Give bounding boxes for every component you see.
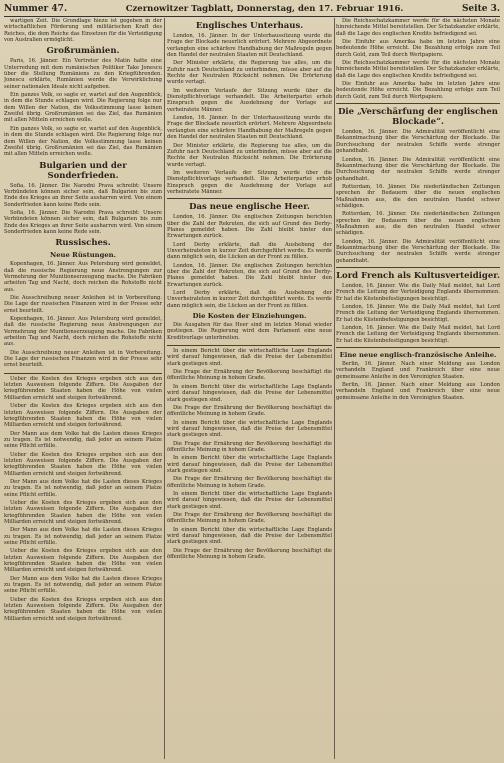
article-heading: Russisches. [55,238,111,249]
article-subheading: Die Kosten der Einziehungen. [192,312,307,321]
article-text: Der Mann aus dem Volke hat die Lasten dieses Krieges zu tragen. Es ist notwendig, daß jeder an seinem Platze seine Pflicht erfülle. [4,478,162,498]
article-text: In einem Bericht über die wirtschaftliche Lage Englands wird darauf hingewiesen, daß die Preise der Lebensmittel stark gestiegen sind. [167,348,332,367]
lower-section [167,345,332,560]
article-text: Die Einfuhr aus Amerika habe im letzten Jahre eine bedeutende Höhe erreicht. Die Bezahlung erfolge zum Teil durch Gold, zum Teil durch Wertpapiere. [336,39,500,58]
article-text: Ueber die Kosten des Krieges ergeben sich aus den letzten Ausweisen folgende Ziffern. Die Ausgaben der kriegführenden Staaten haben die Höhe von vielen Milliarden erreicht und steigen fortwährend. [4,596,162,622]
masthead [4,2,500,17]
article-text: Im weiteren Verlaufe der Sitzung wurde über die Dienstpflichtvorlage verhandelt. Die Arbeiterpartei erhob Einspruch gegen die Ausdehnung der Vorlage auf verheiratete Männer. [167,169,332,195]
section-divider [167,198,332,199]
lower-section [4,373,162,622]
column-1 [4,18,162,759]
column-rule [164,18,165,759]
article-text: In einem Bericht über die wirtschaftliche Lage Englands wird darauf hingewiesen, daß die Preise der Lebensmittel stark gestiegen sind. [167,526,332,546]
column-2 [167,18,332,759]
article-text: London, 16. Jänner. Die Admiralität veröffentlicht eine Bekanntmachung über die Verschärfung der Blockade. Die Durchsuchung der neutralen Schiffe werde strenger gehandhabt. [336,238,500,264]
article-text: London, 16. Jänner. In der Unterhaussitzung wurde die Frage der Blockade neuerlich erörtert. Mehrere Abgeordnete verlangten eine schärfere Handhabung der Maßregeln gegen den Handel der neutralen Staaten mit Deutschland. [167,33,332,59]
article-text: Lord Derby erklärte, daß die Aushebung der Unverheirateten in kurzer Zeit durchgeführt werde. Es werde dann möglich sein, die Lücken an der Front zu füllen. [167,290,332,309]
article-text: Kopenhagen, 16. Jänner. Aus Petersburg wird gemeldet, daß die russische Regierung neue Anstrengungen zur Vermehrung der Munitionserzeugung mache. Die Fabriken arbeiten Tag und Nacht, doch reichen die Rohstoffe nicht aus. [4,316,162,348]
article-text: Der Mann aus dem Volke hat die Lasten dieses Krieges zu tragen. Es ist notwendig, daß jeder an seinem Platze seine Pflicht erfülle. [4,430,162,450]
article-text: Die Frage der Ernährung der Bevölkerung beschäftigt die öffentliche Meinung in hohem Grade. [167,547,332,561]
article-heading: Das neue englische Heer. [189,202,310,213]
article-text: Die Frage der Ernährung der Bevölkerung beschäftigt die öffentliche Meinung in hohem Grade. [167,476,332,489]
article-text: Der Minister erklärte, die Regierung tue alles, um die Zufuhr nach Deutschland zu unterbinden, müsse aber auf die Rechte der Neutralen Rücksicht nehmen. Die Erörterung wurde vertagt. [167,60,332,86]
article-text: Die Reichsschatzkammer werde für die nächsten Monate hinreichende Mittel bereitstellen. Der Schatzkanzler erklärte, daß die Lage des englischen Kredits befriedigend sei. [336,60,500,79]
column-3 [336,18,500,759]
article-text: London, 16. Jänner. Die englischen Zeitungen berichten über die Zahl der Rekruten, die sich auf Grund des Derby-Planes gemeldet haben. Die Zahl bleibt hinter den Erwartungen zurück. [167,262,332,288]
article-text: Rotterdam, 16. Jänner. Die niederländischen Zeitungen sprechen ihr Bedauern über die neuen englischen Maßnahmen aus, die den neutralen Handel schwer schädigen. [336,183,500,209]
article-subheading: Eine neue englisch-französische Anleihe. [339,351,497,360]
article-text: Die Frage der Ernährung der Bevölkerung beschäftigt die öffentliche Meinung in hohem Grade. [167,512,332,525]
article-text: Der Mann aus dem Volke hat die Lasten dieses Krieges zu tragen. Es ist notwendig, daß jeder an seinem Platze seine Pflicht erfülle. [4,575,162,595]
article-text: Der Mann aus dem Volke hat die Lasten dieses Krieges zu tragen. Es ist notwendig, daß jeder an seinem Platze seine Pflicht erfülle. [4,527,162,547]
article-text: Sofia, 16. Jänner. Die Narodni Prava schreibt: Unsere Verbündeten können sicher sein, daß Bulgarien bis zum Ende des Krieges an ihrer Seite ausharren wird. Von einem Sonderfrieden kann keine Rede sein. [4,182,162,208]
article-heading: Lord French als Kultusverteidiger. [336,271,500,281]
article-text: London, 16. Jänner. Die englischen Zeitungen berichten über die Zahl der Rekruten, die sich auf Grund des Derby-Planes gemeldet haben. Die Zahl bleibt hinter den Erwartungen zurück. [167,214,332,240]
article-text: Ueber die Kosten des Krieges ergeben sich aus den letzten Ausweisen folgende Ziffern. Die Ausgaben der kriegführenden Staaten haben die Höhe von vielen Milliarden erreicht und steigen fortwährend. [4,499,162,525]
section-divider [336,103,500,104]
article-text: Die Einfuhr aus Amerika habe im letzten Jahre eine bedeutende Höhe erreicht. Die Bezahlung erfolge zum Teil durch Gold, zum Teil durch Wertpapiere. [336,81,500,100]
page-number: Seite 3. [461,4,500,14]
article-text: Ueber die Kosten des Krieges ergeben sich aus den letzten Ausweisen folgende Ziffern. Die Ausgaben der kriegführenden Staaten haben die Höhe von vielen Milliarden erreicht und steigen fortwährend. [4,403,162,429]
section-divider [336,267,500,268]
article-text: Sofia, 16. Jänner. Die Narodni Prava schreibt: Unsere Verbündeten können sicher sein, daß Bulgarien bis zum Ende des Krieges an ihrer Seite ausharren wird. Von einem Sonderfrieden kann keine Rede sein. [4,209,162,235]
article-text: Paris, 16. Jänner. Ein Vertreter des Matin hatte eine Unterredung mit dem rumänischen Politiker Take Jonescu über die Stellung Rumäniens zu den Kriegführenden. Jonescu erklärte, Rumänien werde die Verwirklichung seiner nationalen Ideale nicht aufgeben. [4,58,162,90]
article-text: Rotterdam, 16. Jänner. Die niederländischen Zeitungen sprechen ihr Bedauern über die neuen englischen Maßnahmen aus, die den neutralen Handel schwer schädigen. [336,211,500,237]
article-text: Lord Derby erklärte, daß die Aushebung der Unverheirateten in kurzer Zeit durchgeführt werde. Es werde dann möglich sein, die Lücken an der Front zu füllen. [167,241,332,261]
article-text: In einem Bericht über die wirtschaftliche Lage Englands wird darauf hingewiesen, daß die Preise der Lebensmittel stark gestiegen sind. [167,490,332,510]
article-text: In einem Bericht über die wirtschaftliche Lage Englands wird darauf hingewiesen, daß die Preise der Lebensmittel stark gestiegen sind. [167,383,332,403]
article-text: Ueber die Kosten des Krieges ergeben sich aus den letzten Ausweisen folgende Ziffern. Die Ausgaben der kriegführenden Staaten haben die Höhe von vielen Milliarden erreicht und steigen fortwährend. [4,451,162,477]
article-text: London, 16. Jänner. Die Admiralität veröffentlicht eine Bekanntmachung über die Verschärfung der Blockade. Die Durchsuchung der neutralen Schiffe werde strenger gehandhabt. [336,156,500,182]
article-text: London, 16. Jänner. Wie die Daily Mail meldet, hat Lord French die Leitung der Verteidigung Englands übernommen. Er hat die Küstenbefestigungen besichtigt. [336,304,500,323]
article-text: In einem Bericht über die wirtschaftliche Lage Englands wird darauf hingewiesen, daß die Preise der Lebensmittel stark gestiegen sind. [167,419,332,439]
article-text: Die Reichsschatzkammer werde für die nächsten Monate hinreichende Mittel bereitstellen. Der Schatzkanzler erklärte, daß die Lage des englischen Kredits befriedigend sei. [336,18,500,37]
article-text: Berlin, 16. Jänner. Nach einer Meldung aus London verhandeln England und Frankreich über eine neue gemeinsame Anleihe in den Vereinigten Staaten. [336,361,500,380]
article-heading: Großrumänien. [46,46,120,57]
article-text: London, 16. Jänner. Wie die Daily Mail meldet, hat Lord French die Leitung der Verteidigung Englands übernommen. Er hat die Küstenbefestigungen besichtigt. [336,325,500,344]
article-text: London, 16. Jänner. Wie die Daily Mail meldet, hat Lord French die Leitung der Verteidigung Englands übernommen. Er hat die Küstenbefestigungen besichtigt. [336,283,500,302]
article-heading: Bulgarien und der Sonderfrieden. [39,160,127,181]
article-text: Der Minister erklärte, die Regierung tue alles, um die Zufuhr nach Deutschland zu unterbinden, müsse aber auf die Rechte der Neutralen Rücksicht nehmen. Die Erörterung wurde vertagt. [167,142,332,168]
article-text: Die Frage der Ernährung der Bevölkerung beschäftigt die öffentliche Meinung in hohem Grade. [167,440,332,453]
column-rule [334,18,335,759]
article-text: Die Ausschreibung neuer Anleihen ist in Vorbereitung. Die Lage der russischen Finanzen wird in der Presse sehr ernst beurteilt. [4,349,162,369]
article-text: In einem Bericht über die wirtschaftliche Lage Englands wird darauf hingewiesen, daß die Preise der Lebensmittel stark gestiegen sind. [167,455,332,474]
article-subheading: Neue Rüstungen. [50,251,116,260]
article-text: Ueber die Kosten des Krieges ergeben sich aus den letzten Ausweisen folgende Ziffern. Die Ausgaben der kriegführenden Staaten haben die Höhe von vielen Milliarden erreicht und steigen fortwährend. [4,548,162,574]
article-text: Ein ganzes Volk, so sagte er, wartet auf den Augenblick, in dem die Stunde schlagen wird. Die Regierung folge nur dem Willen der Nation, die Volksstimmung lasse keinen Zweifel übrig. Großrumänien sei das Ziel, das Rumänien mit allen Mitteln erreichen wolle. [4,125,162,158]
article-text: Die Ausschreibung neuer Anleihen ist in Vorbereitung. Die Lage der russischen Finanzen wird in der Presse sehr ernst beurteilt. [4,295,162,314]
article-text: Im weiteren Verlaufe der Sitzung wurde über die Dienstpflichtvorlage verhandelt. Die Arbeiterpartei erhob Einspruch gegen die Ausdehnung der Vorlage auf verheiratete Männer. [167,87,332,113]
issue-number: Nummer 47. [4,4,68,14]
article-text: Die Frage der Ernährung der Bevölkerung beschäftigt die öffentliche Meinung in hohem Grade. [167,369,332,382]
article-text: London, 16. Jänner. In der Unterhaussitzung wurde die Frage der Blockade neuerlich erörtert. Mehrere Abgeordnete verlangten eine schärfere Handhabung der Maßregeln gegen den Handel der neutralen Staaten mit Deutschland. [167,115,332,141]
article-text: Berlin, 16. Jänner. Nach einer Meldung aus London verhandeln England und Frankreich über eine neue gemeinsame Anleihe in den Vereinigten Staaten. [336,382,500,401]
article-text: Die Ausgaben für das Heer sind im letzten Monat wieder gestiegen. Die Regierung wird dem Parlament eine neue Kreditvorlage unterbreiten. [167,322,332,341]
article-text: wartigen Zeit. Die Grundlage hiezu ist gegeben in der wirtschaftlichen Förderung und militärischen Kraft des Reiches, die dem Reiche das Einsetzen für die Verteidigung von Australien ermöglicht. [4,18,162,44]
article-text: Die Frage der Ernährung der Bevölkerung beschäftigt die öffentliche Meinung in hohem Grade. [167,404,332,418]
article-text: Ueber die Kosten des Krieges ergeben sich aus den letzten Ausweisen folgende Ziffern. Die Ausgaben der kriegführenden Staaten haben die Höhe von vielen Milliarden erreicht und steigen fortwährend. [4,375,162,401]
section-divider [336,347,500,348]
article-heading: Englisches Unterhaus. [195,21,304,31]
article-text: Kopenhagen, 16. Jänner. Aus Petersburg wird gemeldet, daß die russische Regierung neue Anstrengungen zur Vermehrung der Munitionserzeugung mache. Die Fabriken arbeiten Tag und Nacht, doch reichen die Rohstoffe nicht aus. [4,261,162,293]
article-text: Ein ganzes Volk, so sagte er, wartet auf den Augenblick, in dem die Stunde schlagen wird. Die Regierung folge nur dem Willen der Nation, die Volksstimmung lasse keinen Zweifel übrig. Großrumänien sei das Ziel, das Rumänien mit allen Mitteln erreichen wolle. [4,92,162,124]
article-text: London, 16. Jänner. Die Admiralität veröffentlicht eine Bekanntmachung über die Verschärfung der Blockade. Die Durchsuchung der neutralen Schiffe werde strenger gehandhabt. [336,129,500,155]
article-heading: Die „Verschärfung der englischen Blockade“. [338,107,498,128]
paper-title-date: Czernowitzer Tagblatt, Donnerstag, den 17. Februar 1916. [125,4,404,14]
